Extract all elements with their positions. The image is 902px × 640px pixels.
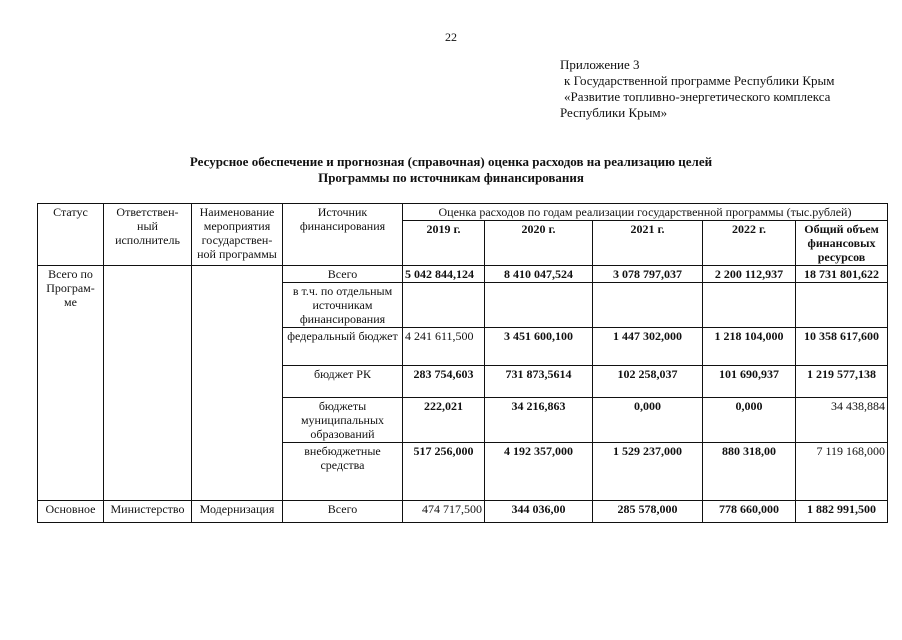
value-2022 bbox=[703, 283, 796, 328]
group-status: Всего по Програм-ме bbox=[38, 266, 104, 501]
value-2021: 0,000 bbox=[593, 398, 703, 443]
value-2021: 1 447 302,000 bbox=[593, 328, 703, 366]
title-line-2: Программы по источникам финансирования bbox=[318, 170, 584, 185]
header-measure: Наименование мероприятия государствен-ной программы bbox=[192, 204, 283, 266]
value-2019: 474 717,500 bbox=[403, 501, 485, 523]
header-status: Статус bbox=[38, 204, 104, 266]
value-2019: 4 241 611,500 bbox=[403, 328, 485, 366]
value-2020: 731 873,5614 bbox=[485, 366, 593, 398]
document-title bbox=[0, 154, 902, 186]
value-2020: 3 451 600,100 bbox=[485, 328, 593, 366]
header-source: Источник финансирования bbox=[283, 204, 403, 266]
title-line-1: Ресурсное обеспечение и прогнозная (справочная) оценка расходов на реализацию целей bbox=[189, 154, 713, 169]
value-2020: 4 192 357,000 bbox=[485, 443, 593, 501]
value-total: 10 358 617,600 bbox=[796, 328, 888, 366]
resources-table bbox=[37, 203, 888, 523]
value-total: 1 882 991,500 bbox=[796, 501, 888, 523]
appendix-line-4: Республики Крым» bbox=[560, 105, 668, 120]
value-2019: 283 754,603 bbox=[403, 366, 485, 398]
status-cell: Основное bbox=[38, 501, 104, 523]
source-cell: федеральный бюджет bbox=[283, 328, 403, 366]
appendix-line-3: «Развитие топливно-энергетического комплекса bbox=[564, 89, 831, 104]
value-2019 bbox=[403, 283, 485, 328]
value-total bbox=[796, 283, 888, 328]
value-2021: 1 529 237,000 bbox=[593, 443, 703, 501]
header-2021: 2021 г. bbox=[593, 221, 703, 266]
appendix-line-2: к Государственной программе Республики Крым bbox=[564, 73, 835, 88]
table-row bbox=[38, 266, 888, 283]
group-measure bbox=[192, 266, 283, 501]
header-estimate: Оценка расходов по годам реализации государственной программы (тыс.рублей) bbox=[403, 204, 888, 221]
appendix-note bbox=[560, 57, 834, 121]
value-total: 7 119 168,000 bbox=[796, 443, 888, 501]
header-2019: 2019 г. bbox=[403, 221, 485, 266]
source-cell: в т.ч. по отдельным источникам финансирования bbox=[283, 283, 403, 328]
value-2019: 5 042 844,124 bbox=[403, 266, 485, 283]
source-cell: бюджет РК bbox=[283, 366, 403, 398]
value-total: 18 731 801,622 bbox=[796, 266, 888, 283]
page-number: 22 bbox=[445, 30, 457, 44]
value-2022: 1 218 104,000 bbox=[703, 328, 796, 366]
source-cell: Всего bbox=[283, 266, 403, 283]
executor-cell: Министерство bbox=[104, 501, 192, 523]
header-2020: 2020 г. bbox=[485, 221, 593, 266]
appendix-line-1: Приложение 3 bbox=[560, 57, 640, 72]
value-2020 bbox=[485, 283, 593, 328]
value-2019: 222,021 bbox=[403, 398, 485, 443]
value-2020: 8 410 047,524 bbox=[485, 266, 593, 283]
value-2022: 2 200 112,937 bbox=[703, 266, 796, 283]
value-2022: 101 690,937 bbox=[703, 366, 796, 398]
header-2022: 2022 г. bbox=[703, 221, 796, 266]
value-2022: 880 318,00 bbox=[703, 443, 796, 501]
value-2022: 778 660,000 bbox=[703, 501, 796, 523]
header-executor: Ответствен-ный исполнитель bbox=[104, 204, 192, 266]
header-row bbox=[38, 204, 888, 221]
table-row bbox=[38, 501, 888, 523]
source-cell: Всего bbox=[283, 501, 403, 523]
header-total: Общий объем финансовых ресурсов bbox=[796, 221, 888, 266]
value-2021: 102 258,037 bbox=[593, 366, 703, 398]
value-2021: 3 078 797,037 bbox=[593, 266, 703, 283]
value-2020: 34 216,863 bbox=[485, 398, 593, 443]
source-cell: внебюджетные средства bbox=[283, 443, 403, 501]
value-2021: 285 578,000 bbox=[593, 501, 703, 523]
value-2020: 344 036,00 bbox=[485, 501, 593, 523]
value-2019: 517 256,000 bbox=[403, 443, 485, 501]
value-total: 1 219 577,138 bbox=[796, 366, 888, 398]
group-executor bbox=[104, 266, 192, 501]
measure-cell: Модернизация bbox=[192, 501, 283, 523]
source-cell: бюджеты муниципальных образований bbox=[283, 398, 403, 443]
value-2021 bbox=[593, 283, 703, 328]
value-total: 34 438,884 bbox=[796, 398, 888, 443]
value-2022: 0,000 bbox=[703, 398, 796, 443]
